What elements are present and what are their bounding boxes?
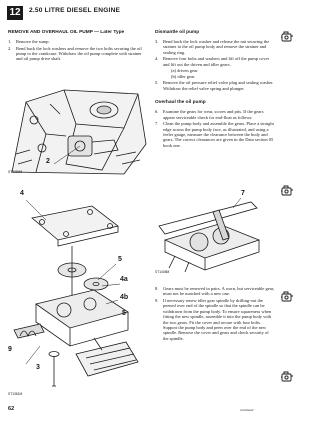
callout-4b: 4b	[120, 294, 129, 301]
callout-4: 4	[20, 190, 24, 197]
feeler-gauge-illustration	[155, 196, 275, 276]
list-item	[155, 121, 275, 148]
left-column	[8, 30, 148, 63]
step-number: 7.	[155, 121, 159, 127]
page-title: 2.50 LITRE DIESEL ENGINE	[29, 7, 121, 14]
callout-4a: 4a	[120, 276, 128, 283]
step-text: Remove the sump.	[16, 39, 50, 44]
step-text: Remove the oil pressure relief valve plug and sealing washer. Withdraw the relief valve spring and plunger.	[163, 80, 274, 91]
step-number: 3.	[155, 39, 159, 44]
callout-5: 5	[122, 310, 126, 317]
engine-icon	[280, 370, 294, 388]
step-text: Examine the gears for wear, scores and pits. If the gears appear serviceable check for end-float as follows:	[163, 109, 264, 120]
section-heading-dismantle: Dismantle oil pump	[155, 30, 200, 35]
engine-icon	[280, 30, 294, 48]
list-item	[155, 74, 275, 79]
list-item	[8, 46, 148, 62]
step-text: Remove four bolts and washers and lift off the pump cover and lift out the driven and idler gears.	[163, 56, 270, 67]
callout-9: 9	[8, 346, 12, 353]
step-number: 9.	[155, 298, 159, 303]
step-number: 1.	[8, 39, 12, 44]
list-item	[155, 80, 275, 91]
section-number-badge: 12	[7, 6, 23, 20]
engine-icon	[280, 184, 294, 202]
list-item	[155, 298, 275, 341]
sub-item: (b) idler gear	[171, 73, 195, 79]
overhaul-steps-list	[155, 109, 275, 148]
step-text: Bend back the lock washer and release the nut securing the strainer to the oil pump body and remove the strainer and sealing ring.	[163, 39, 270, 55]
section-heading-remove-overhaul: REMOVE AND OVERHAUL OIL PUMP — Later Type	[8, 30, 125, 35]
figure-gear-clearance-check	[155, 190, 275, 276]
step-number: 8.	[155, 286, 159, 291]
engine-underside-illustration	[6, 84, 148, 178]
list-item	[155, 286, 275, 297]
callout-2: 2	[46, 158, 50, 165]
step-text: Clean the pump body and assemble the gears. Place a straight edge across the pump body face, as illustrated, and using a feeler gauge, measure the clearance between the body and gears. The correct clearances are given in the Data section 05 book one.	[163, 121, 274, 148]
list-item	[155, 56, 275, 67]
continued-note: continued	[240, 408, 254, 412]
page-header	[7, 6, 295, 20]
figure-code: ST1380M	[8, 170, 23, 174]
list-item	[155, 109, 275, 120]
right-steps-list	[155, 39, 275, 91]
callout-5: 5	[118, 256, 122, 263]
left-steps-list	[8, 39, 148, 62]
oil-pump-exploded-illustration	[6, 186, 148, 398]
list-item	[8, 39, 148, 44]
step-number: 2.	[8, 45, 12, 51]
figure-code: ST1408M	[155, 270, 170, 274]
step-number: 6.	[155, 109, 159, 115]
step-text: If necessary renew idler gear spindle by drilling-out the peened over end of the spindle so that the spindle can be withdrawn from the pump body. To ensure squareness when fitting the new spindle, assemble it into the pump body with the two gears. Fit the cover and secure with four bolts. Support the pump body and peen over the end of the new spindle. Remove the cover and gears and check security of the spindle.	[163, 298, 272, 341]
step-number: 5.	[155, 80, 159, 86]
page-number: 62	[8, 406, 15, 412]
callout-7: 7	[241, 190, 245, 197]
list-item	[155, 39, 275, 55]
callout-3: 3	[36, 364, 40, 371]
spindle-steps-list	[155, 286, 275, 341]
figure-oil-pump-exploded	[6, 186, 148, 398]
figure-code: ST1381M	[8, 392, 23, 396]
step-number: 4.	[155, 56, 159, 62]
step-text: Bend back the lock washers and remove the two bolts securing the oil pump to the crankcase. Withdraw the oil pump complete with strainer and oil pump drive shaft.	[16, 45, 142, 62]
figure-oil-pump-removal	[6, 84, 148, 178]
section-heading-overhaul: Overhaul the oil pump	[155, 100, 206, 106]
right-column-continued	[155, 286, 275, 342]
right-column	[155, 30, 275, 149]
step-text: Gears must be renewed in pairs. A worn, but serviceable gear, must not be matched with a new one.	[163, 286, 275, 297]
engine-icon	[280, 290, 294, 308]
sub-item: (a) driven gear	[171, 68, 198, 74]
